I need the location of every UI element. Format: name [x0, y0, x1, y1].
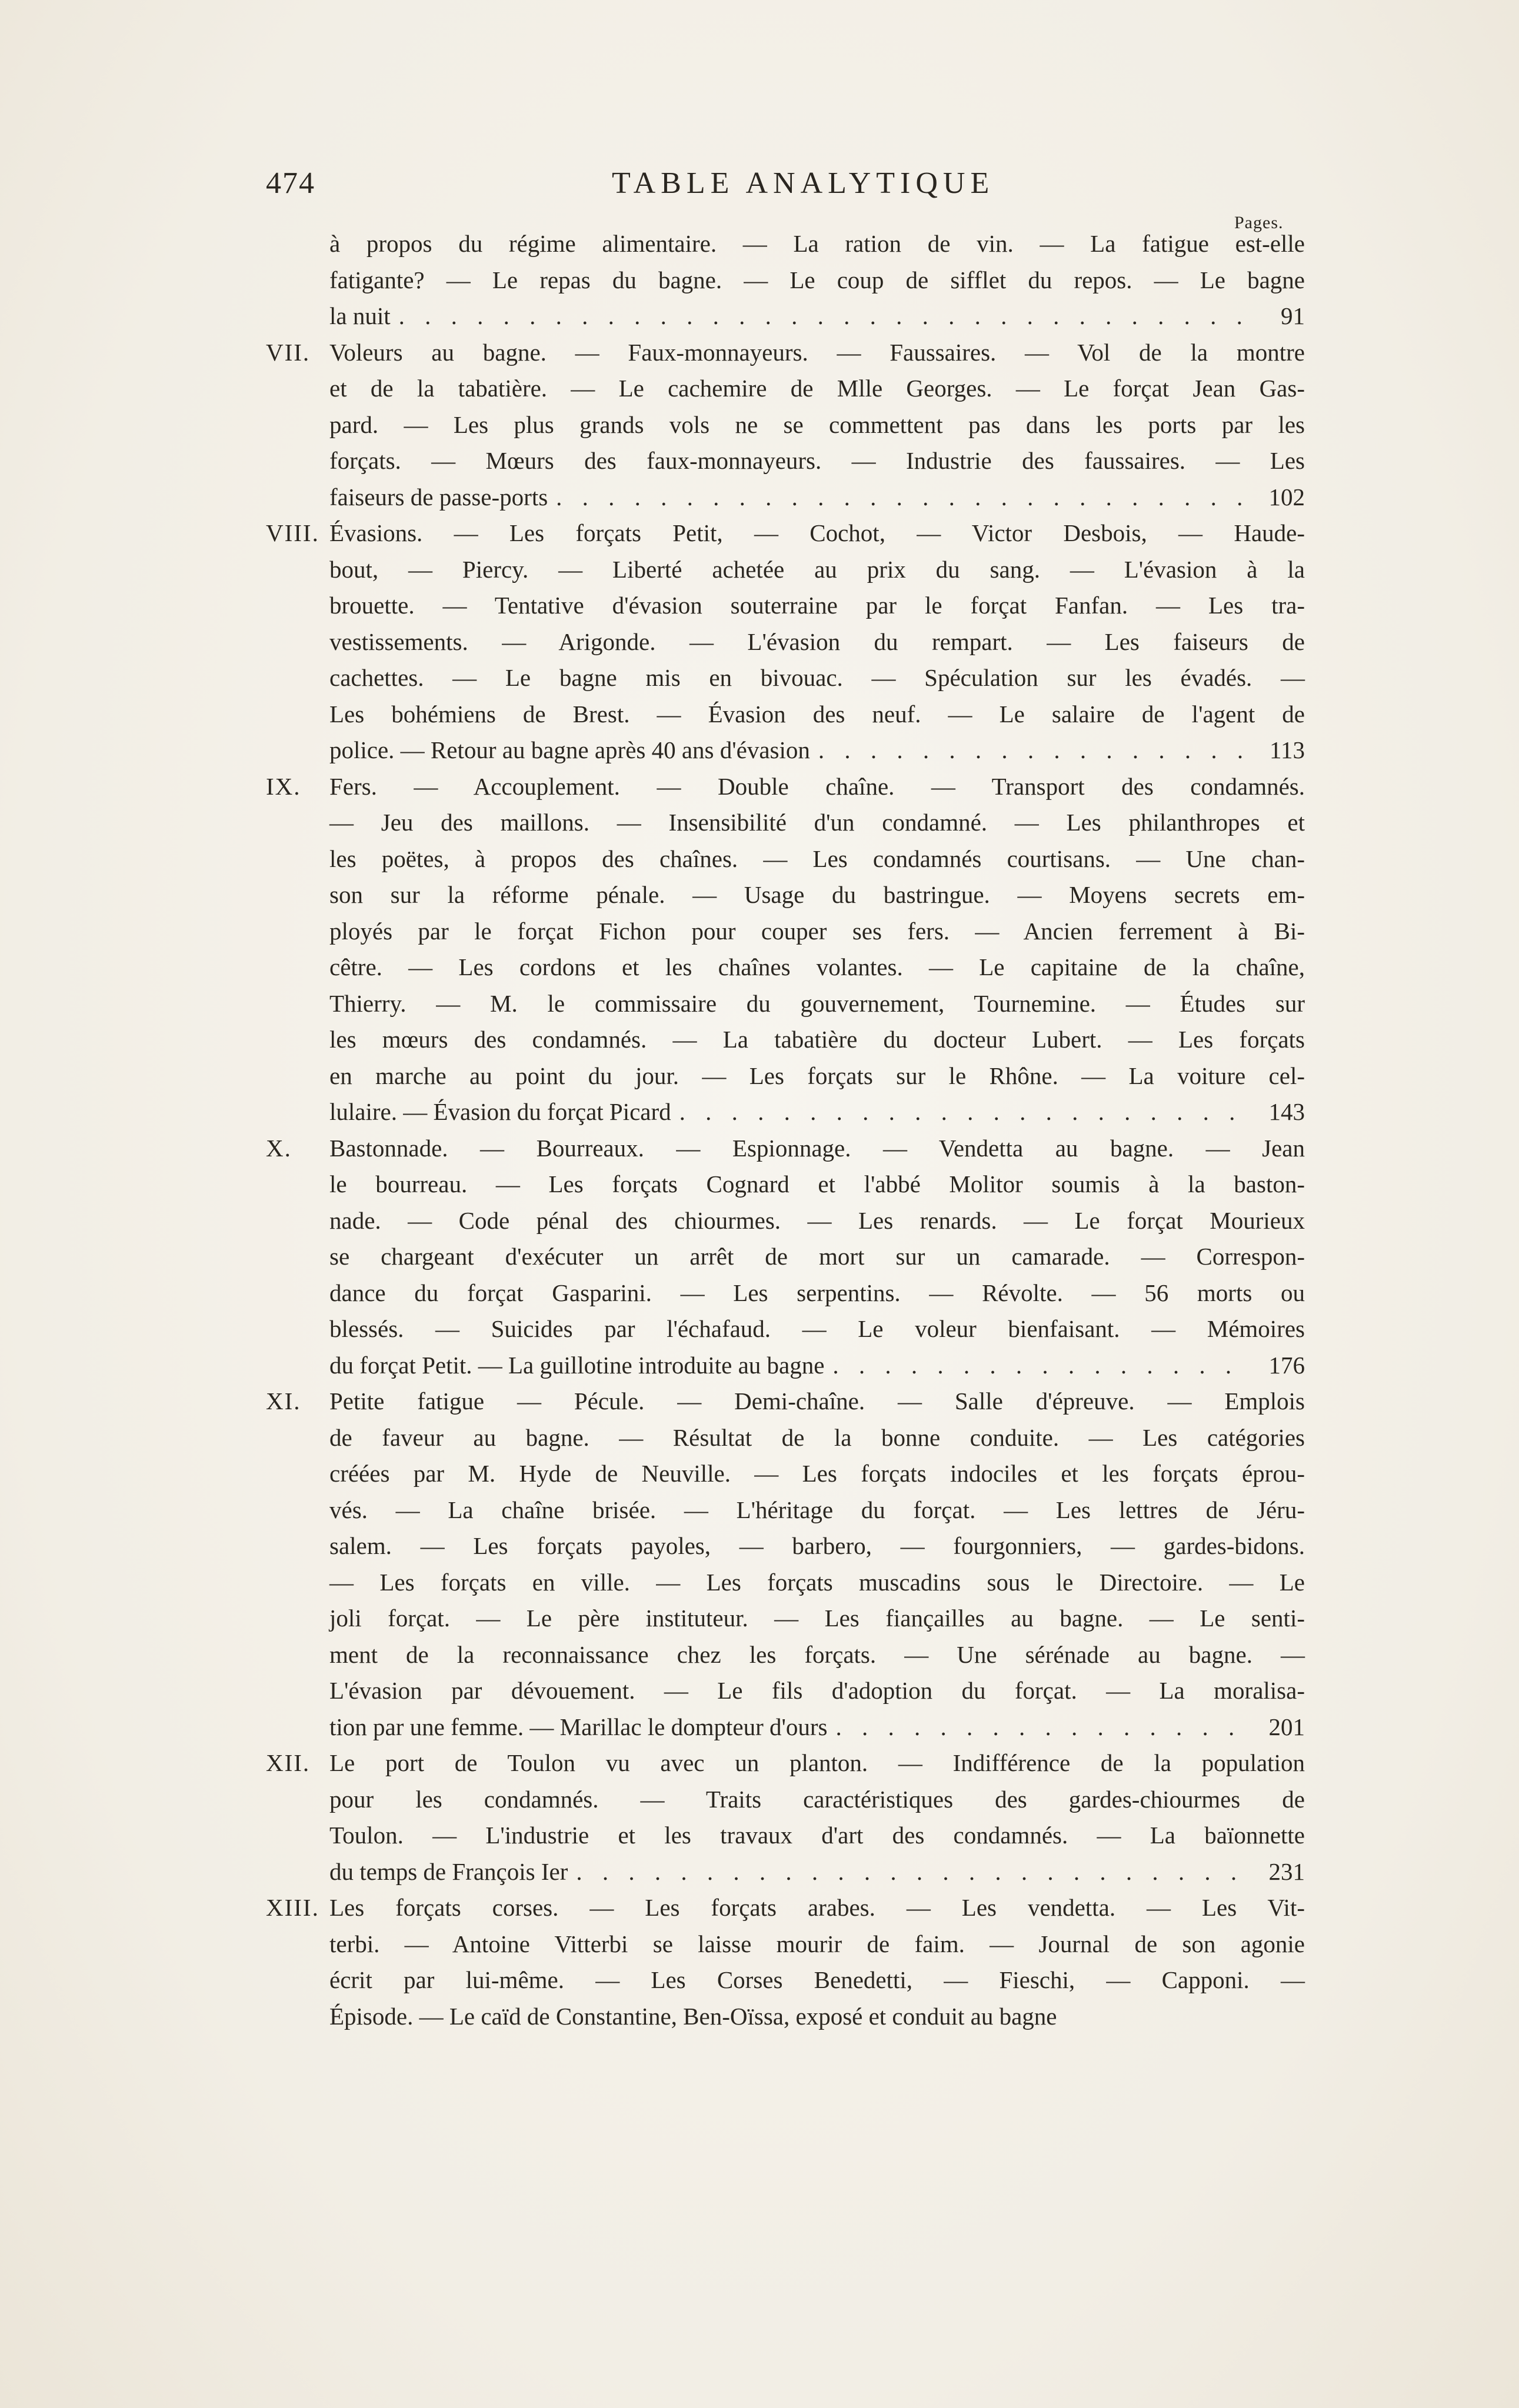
- toc-line: vestissements. — Arigonde. — L'évasion du rempart. — Les faiseurs de: [329, 628, 1305, 655]
- toc-line: bout, — Piercy. — Liberté achetée au prix du sang. — L'évasion à la: [329, 555, 1305, 583]
- toc-line: Thierry. — M. le commissaire du gouvernement, Tournemine. — Études sur: [329, 989, 1305, 1017]
- toc-line-text: la nuit: [329, 302, 391, 329]
- toc-line: pard. — Les plus grands vols ne se commettent pas dans les ports par les: [329, 411, 1305, 438]
- toc-entry-last-line: [329, 298, 1305, 335]
- toc-line: à propos du régime alimentaire. — La ration de vin. — La fatigue est-elle: [329, 230, 1305, 257]
- toc-entry: [266, 1890, 1305, 2035]
- toc-line: le bourreau. — Les forçats Cognard et l'abbé Molitor soumis à la baston-: [329, 1170, 1305, 1198]
- toc-line: Petite fatigue — Pécule. — Demi-chaîne. — Salle d'épreuve. — Emplois: [329, 1388, 1305, 1415]
- toc-line: Le port de Toulon vu avec un planton. — Indifférence de la population: [329, 1749, 1305, 1776]
- pages-column-label: Pages.: [1234, 213, 1284, 232]
- toc-line-text: du forçat Petit. — La guillotine introduite au bagne: [329, 1351, 825, 1379]
- toc-entry: [266, 1383, 1305, 1745]
- toc-line: cêtre. — Les cordons et les chaînes volantes. — Le capitaine de la chaîne,: [329, 953, 1305, 980]
- toc-entry: [266, 1745, 1305, 1890]
- toc-line: — Les forçats en ville. — Les forçats muscadins sous le Directoire. — Le: [329, 1568, 1305, 1596]
- toc-line: de faveur au bagne. — Résultat de la bonne conduite. — Les catégories: [329, 1423, 1305, 1451]
- page-reference: 143: [1268, 1098, 1305, 1125]
- toc-line-text: lulaire. — Évasion du forçat Picard: [329, 1098, 671, 1125]
- running-title: TABLE ANALYTIQUE: [612, 166, 995, 200]
- toc-line-text: tion par une femme. — Marillac le dompteur d'ours: [329, 1713, 828, 1740]
- toc-line: Évasions. — Les forçats Petit, — Cochot, — Victor Desbois, — Haude-: [329, 519, 1305, 546]
- table-of-contents: [266, 226, 1305, 2035]
- toc-entry-last-line: [329, 479, 1305, 516]
- toc-line: Bastonnade. — Bourreaux. — Espionnage. — Vendetta au bagne. — Jean: [329, 1134, 1305, 1162]
- toc-line: L'évasion par dévouement. — Le fils d'adoption du forçat. — La moralisa-: [329, 1677, 1305, 1704]
- toc-line: terbi. — Antoine Vitterbi se laisse mourir de faim. — Journal de son agonie: [329, 1930, 1305, 1957]
- toc-line: Fers. — Accouplement. — Double chaîne. — Transport des condamnés.: [329, 772, 1305, 800]
- toc-line: — Jeu des maillons. — Insensibilité d'un condamné. — Les philanthropes et: [329, 809, 1305, 836]
- toc-line: dance du forçat Gasparini. — Les serpentins. — Révolte. — 56 morts ou: [329, 1279, 1305, 1306]
- toc-line: en marche au point du jour. — Les forçats sur le Rhône. — La voiture cel-: [329, 1062, 1305, 1089]
- page-reference: 102: [1268, 483, 1305, 511]
- page-reference: 176: [1268, 1351, 1305, 1379]
- dot-leader: [810, 732, 1248, 769]
- toc-line: Toulon. — L'industrie et les travaux d'art des condamnés. — La baïonnette: [329, 1822, 1305, 1849]
- toc-line: les mœurs des condamnés. — La tabatière du docteur Lubert. — Les forçats: [329, 1026, 1305, 1053]
- toc-line: blessés. — Suicides par l'échafaud. — Le voleur bienfaisant. — Mémoires: [329, 1315, 1305, 1342]
- toc-line: ployés par le forçat Fichon pour couper ses fers. — Ancien ferrement à Bi-: [329, 917, 1305, 945]
- dot-leader: [391, 298, 1248, 335]
- toc-line: joli forçat. — Le père instituteur. — Les fiançailles au bagne. — Le senti-: [329, 1605, 1305, 1632]
- toc-line: nade. — Code pénal des chiourmes. — Les renards. — Le forçat Mourieux: [329, 1206, 1305, 1234]
- toc-line: Les forçats corses. — Les forçats arabes. — Les vendetta. — Les Vit-: [329, 1894, 1305, 1921]
- toc-line: pour les condamnés. — Traits caractéristiques des gardes-chiourmes de: [329, 1785, 1305, 1813]
- dot-leader: [824, 1348, 1248, 1384]
- toc-entry: [266, 515, 1305, 769]
- page-number: 474: [266, 166, 315, 200]
- toc-line: Épisode. — Le caïd de Constantine, Ben-Oïssa, exposé et conduit au bagne: [329, 2002, 1057, 2030]
- page-header: [0, 166, 1519, 207]
- toc-entry-last-line: [329, 1709, 1305, 1746]
- toc-line-text: police. — Retour au bagne après 40 ans d'évasion: [329, 736, 810, 763]
- toc-line: son sur la réforme pénale. — Usage du bastringue. — Moyens secrets em-: [329, 881, 1305, 908]
- toc-line-text: du temps de François Ier: [329, 1857, 568, 1885]
- chapter-numeral: XI.: [266, 1388, 301, 1415]
- toc-line: forçats. — Mœurs des faux-monnayeurs. — Industrie des faussaires. — Les: [329, 447, 1305, 474]
- toc-line: Voleurs au bagne. — Faux-monnayeurs. — Faussaires. — Vol de la montre: [329, 338, 1305, 366]
- page-reference: 201: [1268, 1713, 1305, 1740]
- chapter-numeral: XII.: [266, 1749, 311, 1776]
- page-reference: 113: [1270, 736, 1305, 763]
- dot-leader: [548, 479, 1248, 516]
- dot-leader: [828, 1709, 1248, 1746]
- toc-line: salem. — Les forçats payoles, — barbero, — fourgonniers, — gardes-bidons.: [329, 1532, 1305, 1559]
- toc-entry: [266, 769, 1305, 1130]
- toc-line: ment de la reconnaissance chez les forçats. — Une sérénade au bagne. —: [329, 1640, 1305, 1668]
- toc-line: brouette. — Tentative d'évasion souterraine par le forçat Fanfan. — Les tra-: [329, 592, 1305, 619]
- toc-entry-last-line: [329, 732, 1305, 769]
- toc-entry-last-line: [329, 1348, 1305, 1384]
- toc-line: Les bohémiens de Brest. — Évasion des neuf. — Le salaire de l'agent de: [329, 700, 1305, 728]
- toc-line: et de la tabatière. — Le cachemire de Mlle Georges. — Le forçat Jean Gas-: [329, 375, 1305, 402]
- chapter-numeral: VII.: [266, 338, 311, 366]
- toc-line: se chargeant d'exécuter un arrêt de mort sur un camarade. — Correspon-: [329, 1243, 1305, 1270]
- toc-line: écrit par lui-même. — Les Corses Benedetti, — Fieschi, — Capponi. —: [329, 1966, 1305, 1993]
- chapter-numeral: X.: [266, 1134, 292, 1162]
- toc-line: fatigante? — Le repas du bagne. — Le coup de sifflet du repos. — Le bagne: [329, 266, 1305, 294]
- toc-line-text: faiseurs de passe-ports: [329, 483, 548, 511]
- chapter-numeral: VIII.: [266, 519, 319, 546]
- toc-line: vés. — La chaîne brisée. — L'héritage du forçat. — Les lettres de Jéru-: [329, 1496, 1305, 1523]
- toc-line: créées par M. Hyde de Neuville. — Les forçats indociles et les forçats éprou-: [329, 1460, 1305, 1487]
- page-reference: 231: [1268, 1857, 1305, 1885]
- chapter-numeral: IX.: [266, 772, 301, 800]
- toc-entry: [266, 226, 1305, 335]
- toc-entry-last-line: [329, 1094, 1305, 1130]
- toc-line: les poëtes, à propos des chaînes. — Les condamnés courtisans. — Une chan-: [329, 845, 1305, 872]
- chapter-numeral: XIII.: [266, 1894, 319, 1921]
- toc-entry-last-line: [329, 1854, 1305, 1890]
- toc-entry: [266, 335, 1305, 516]
- dot-leader: [671, 1094, 1248, 1130]
- toc-line: cachettes. — Le bagne mis en bivouac. — Spéculation sur les évadés. —: [329, 664, 1305, 691]
- page-reference: 91: [1281, 302, 1305, 329]
- toc-entry: [266, 1130, 1305, 1384]
- dot-leader: [568, 1854, 1248, 1890]
